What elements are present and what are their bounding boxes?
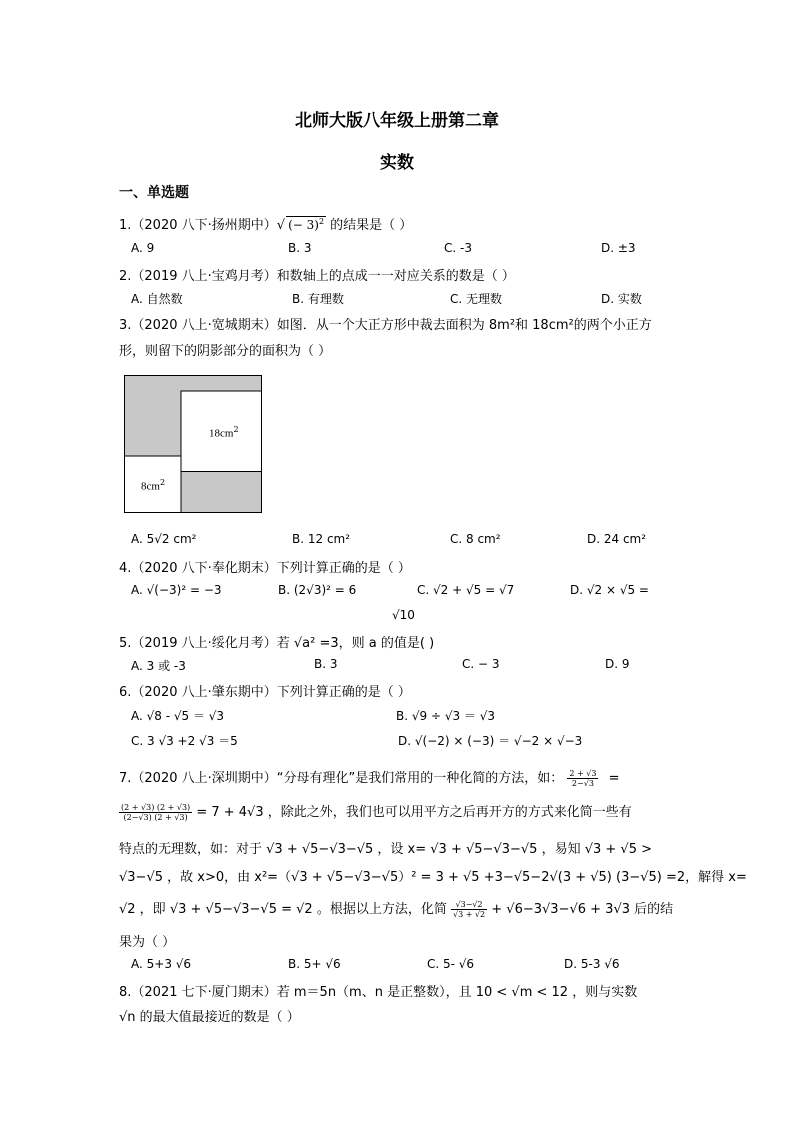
- document-title: 北师大版八年级上册第二章: [295, 111, 499, 131]
- question-5-stem: 5.（2019 八上·绥化月考）若 √a² =3，则 a 的值是( ): [119, 636, 435, 651]
- question-8-line-2: √n 的最大值最接近的数是（ ）: [119, 1010, 300, 1025]
- question-7-option-a: A. 5+3 √6: [131, 957, 192, 971]
- question-5-option-d: D. 9: [605, 657, 630, 671]
- fraction-expansion: $\frac{(2 + √3) (2 + √3)}{(2-√3) (2 + √3)}$: [121, 803, 191, 822]
- question-4-option-c: C. √2 + √5 = √7: [417, 583, 515, 597]
- question-7-option-d: D. 5-3 √6: [564, 957, 620, 971]
- question-4-option-a: A. √(−3)² = −3: [131, 583, 222, 597]
- question-3-option-c: C. 8 cm²: [450, 532, 501, 546]
- fraction-example: $\frac{2 + √3}{2-√3}$: [569, 769, 597, 788]
- question-6-option-a: A. √8 - √5 ＝ √3: [131, 709, 225, 723]
- question-7-line-3: 特点的无理数，如：对于 √3 + √5−√3−√5 ，设 x= √3 + √5−√3−√5 ，易知 √3 + √5 >: [119, 842, 652, 857]
- question-3-option-a: A. 5√2 cm²: [131, 532, 197, 546]
- question-1-option-d: D. ±3: [601, 241, 636, 255]
- question-2-option-b: B. 有理数: [292, 292, 344, 306]
- question-2-option-c: C. 无理数: [450, 292, 503, 306]
- document-subtitle: 实数: [380, 153, 414, 173]
- question-2-option-d: D. 实数: [601, 292, 642, 306]
- question-2-option-a: A. 自然数: [131, 292, 183, 306]
- question-2-stem: 2.（2019 八上·宝鸡月考）和数轴上的点成一一对应关系的数是（ ）: [119, 269, 515, 284]
- question-7-option-c: C. 5- √6: [427, 957, 475, 971]
- question-6-stem: 6.（2020 八上·肇东期中）下列计算正确的是（ ）: [119, 685, 411, 700]
- fraction-simplify: $\frac{√3-√2}{√3 + √2}$: [452, 900, 486, 919]
- squares-figure: [124, 375, 264, 515]
- question-4-option-d-continued: √10: [392, 608, 415, 622]
- question-5-option-b: B. 3: [314, 657, 338, 671]
- question-5-option-c: C. − 3: [462, 657, 500, 671]
- question-1-option-b: B. 3: [288, 241, 312, 255]
- question-7-line-4: √3−√5 ，故 x>0，由 x²=（√3 + √5−√3−√5）² = 3 + √5 +3−√5−2√(3 + √5) (3−√5) =2，解得 x=: [119, 870, 747, 885]
- question-4-option-b: B. (2√3)² = 6: [278, 583, 357, 597]
- question-5-option-a: A. 3 或 -3: [131, 659, 186, 673]
- question-3-option-b: B. 12 cm²: [292, 532, 351, 546]
- question-8-line-1: 8.（2021 七下·厦门期末）若 m＝5n（m、n 是正整数），且 10 < √m < 12 ，则与实数: [119, 985, 638, 1000]
- question-7-option-b: B. 5+ √6: [288, 957, 341, 971]
- question-7-line-5: √2 ，即 √3 + √5−√3−√5 = √2 。根据以上方法，化简 $\frac{√3-√2}{√3 + √2}$ + √6−3√3−√6 + 3√3 后的结: [119, 900, 674, 919]
- question-6-option-c: C. 3 √3 +2 √3 ＝5: [131, 734, 238, 748]
- question-7-line-1: 7.（2020 八上·深圳期中）“分母有理化”是我们常用的一种化简的方法，如： $\frac{2 + √3}{2-√3}$ =: [119, 769, 620, 788]
- question-7-line-6: 果为（ ）: [119, 935, 176, 950]
- question-1-option-a: A. 9: [131, 241, 155, 255]
- question-4-option-d: D. √2 × √5 =: [570, 583, 649, 597]
- question-6-option-b: B. √9 ÷ √3 ＝ √3: [396, 709, 496, 723]
- section-heading: 一、单选题: [119, 185, 189, 201]
- label-8cm2: $8cm^2$: [141, 478, 166, 493]
- question-6-option-d: D. √(−2) × (−3) ＝ √−2 × √−3: [398, 734, 583, 748]
- squares-figure-drawing: [124, 375, 264, 515]
- question-4-stem: 4.（2020 八下·奉化期末）下列计算正确的是（ ）: [119, 561, 411, 576]
- question-1-option-c: C. -3: [444, 241, 472, 255]
- question-3-stem-line-1: 3.（2020 八上·宽城期末）如图．从一个大正方形中裁去面积为 8m²和 18cm²的两个小正方: [119, 318, 652, 333]
- question-1-stem: 1.（2020 八下·扬州期中）√ (− 3)$^2$ 的结果是（ ）: [119, 217, 413, 233]
- question-3-stem-line-2: 形，则留下的阴影部分的面积为（ ）: [119, 344, 332, 359]
- question-7-line-2: $\frac{(2 + √3) (2 + √3)}{(2-√3) (2 + √3)}$ = 7 + 4√3 ，除此之外，我们也可以用平方之后再开方的方式来化简一些有: [121, 803, 632, 822]
- question-3-option-d: D. 24 cm²: [587, 532, 647, 546]
- label-18cm2: $18cm^2$: [209, 425, 239, 440]
